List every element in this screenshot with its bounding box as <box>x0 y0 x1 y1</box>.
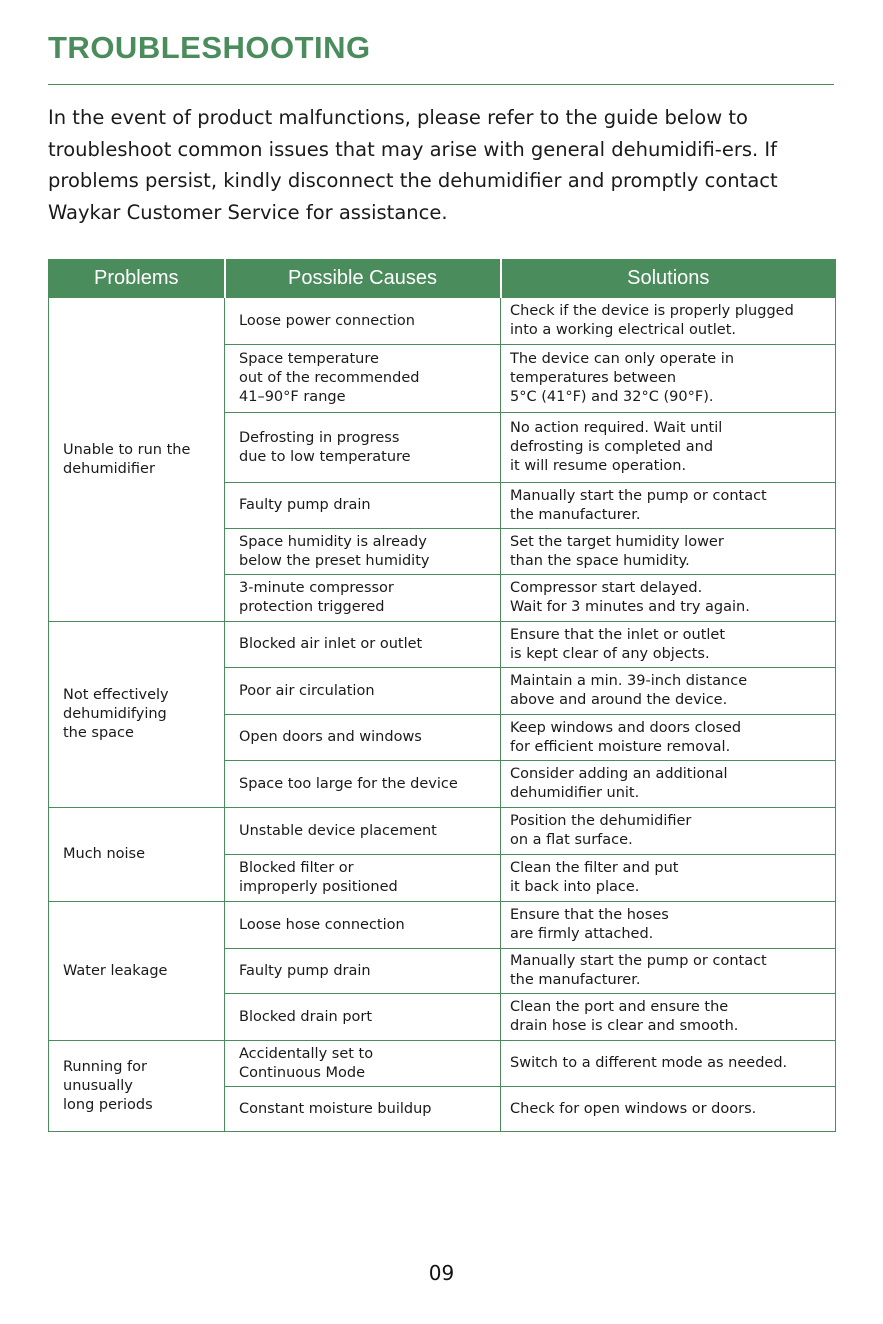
title-divider <box>48 84 834 85</box>
header-solutions: Solutions <box>501 260 836 298</box>
table-row <box>49 902 836 949</box>
solution-cell: Manually start the pump or contact the manufacturer. <box>501 483 836 529</box>
table-row <box>49 622 836 668</box>
solution-cell: Compressor start delayed. Wait for 3 minutes and try again. <box>501 575 836 622</box>
problem-cell: Water leakage <box>49 902 225 1041</box>
cause-cell: Constant moisture buildup <box>225 1087 501 1132</box>
solution-cell: Consider adding an additional dehumidifier unit. <box>501 761 836 808</box>
cause-cell: Loose hose connection <box>225 902 501 949</box>
problem-cell: Running for unusually long periods <box>49 1041 225 1132</box>
page-title: TROUBLESHOOTING <box>48 30 371 65</box>
cause-cell: 3-minute compressor protection triggered <box>225 575 501 622</box>
solution-cell: Ensure that the inlet or outlet is kept clear of any objects. <box>501 622 836 668</box>
header-possible-causes: Possible Causes <box>225 260 501 298</box>
cause-cell: Space too large for the device <box>225 761 501 808</box>
intro-paragraph: In the event of product malfunctions, please refer to the guide below to troubleshoot common issues that may arise with general dehumidifi-ers. If problems persist, kindly disconnect the dehumidifier and promptly contact Waykar Customer Service for assistance. <box>48 106 778 224</box>
solution-cell: Clean the filter and put it back into place. <box>501 855 836 902</box>
solution-cell: Maintain a min. 39-inch distance above and around the device. <box>501 668 836 715</box>
table-header-row <box>49 260 836 298</box>
solution-cell: Manually start the pump or contact the manufacturer. <box>501 949 836 994</box>
cause-cell: Space humidity is already below the preset humidity <box>225 529 501 575</box>
solution-cell: Keep windows and doors closed for efficient moisture removal. <box>501 715 836 761</box>
cause-cell: Unstable device placement <box>225 808 501 855</box>
solution-cell: No action required. Wait until defrosting is completed and it will resume operation. <box>501 413 836 483</box>
solution-cell: The device can only operate in temperatures between 5°C (41°F) and 32°C (90°F). <box>501 345 836 413</box>
solution-cell: Check if the device is properly plugged into a working electrical outlet. <box>501 298 836 345</box>
table-row <box>49 1041 836 1087</box>
problem-cell: Not effectively dehumidifying the space <box>49 622 225 808</box>
cause-cell: Faulty pump drain <box>225 483 501 529</box>
cause-cell: Open doors and windows <box>225 715 501 761</box>
page-number: 09 <box>428 1261 455 1285</box>
solution-cell: Clean the port and ensure the drain hose is clear and smooth. <box>501 994 836 1041</box>
header-problems: Problems <box>49 260 225 298</box>
solution-cell: Switch to a different mode as needed. <box>501 1041 836 1087</box>
solution-cell: Position the dehumidifier on a flat surface. <box>501 808 836 855</box>
table-row <box>49 298 836 345</box>
cause-cell: Accidentally set to Continuous Mode <box>225 1041 501 1087</box>
cause-cell: Blocked filter or improperly positioned <box>225 855 501 902</box>
problem-cell: Much noise <box>49 808 225 902</box>
cause-cell: Poor air circulation <box>225 668 501 715</box>
cause-cell: Loose power connection <box>225 298 501 345</box>
cause-cell: Defrosting in progress due to low temperature <box>225 413 501 483</box>
cause-cell: Space temperature out of the recommended 41–90°F range <box>225 345 501 413</box>
solution-cell: Set the target humidity lower than the space humidity. <box>501 529 836 575</box>
cause-cell: Blocked drain port <box>225 994 501 1041</box>
problem-cell: Unable to run the dehumidifier <box>49 298 225 622</box>
table-row <box>49 808 836 855</box>
solution-cell: Check for open windows or doors. <box>501 1087 836 1132</box>
solution-cell: Ensure that the hoses are firmly attached. <box>501 902 836 949</box>
troubleshooting-table <box>48 259 836 1132</box>
cause-cell: Faulty pump drain <box>225 949 501 994</box>
cause-cell: Blocked air inlet or outlet <box>225 622 501 668</box>
